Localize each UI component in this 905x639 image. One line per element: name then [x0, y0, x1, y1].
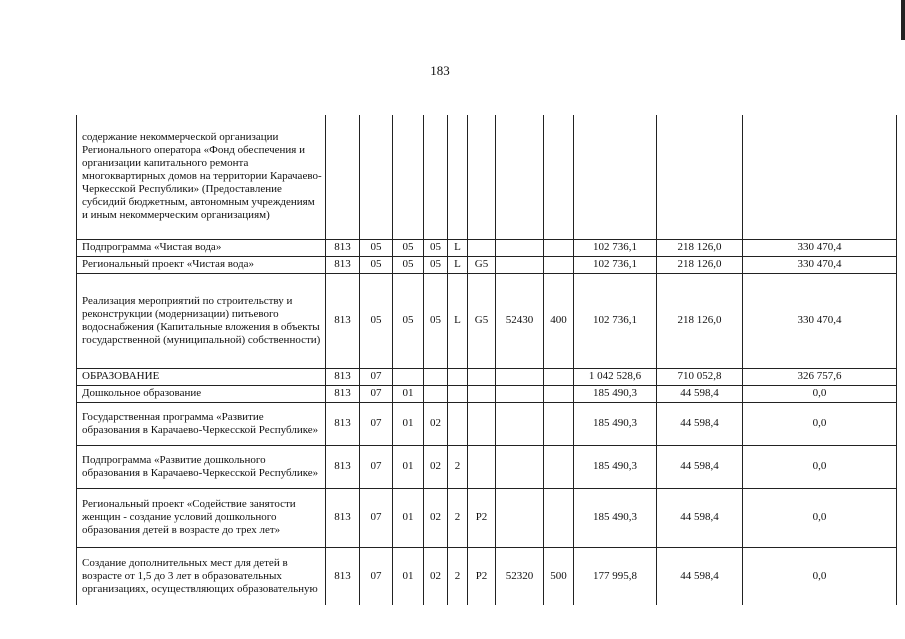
cell-subprogram: L	[448, 239, 468, 256]
cell-program: 02	[424, 488, 448, 547]
cell-subprogram	[448, 115, 468, 239]
cell-ministry: 813	[326, 273, 360, 368]
cell-program: 02	[424, 402, 448, 445]
cell-expense-type	[544, 256, 574, 273]
cell-subsection: 01	[393, 385, 424, 402]
cell-amount-2021: 102 736,1	[574, 256, 657, 273]
cell-name: Подпрограмма «Чистая вода»	[77, 239, 326, 256]
cell-name: Подпрограмма «Развитие дошкольного образования в Карачаево-Черкесской Республике»	[77, 445, 326, 488]
cell-section: 05	[360, 239, 393, 256]
cell-name: содержание некоммерческой организации Регионального оператора «Фонд обеспечения и организации капитального ремонта многоквартирных домов на территории Карачаево-Черкесской Республики» (Предоставление субсидий бюджетным, автономным учреждениям и иным некоммерческим организациям)	[77, 115, 326, 239]
cell-program	[424, 385, 448, 402]
table-row	[77, 488, 897, 547]
cell-amount-2023	[743, 115, 897, 239]
cell-name: Дошкольное образование	[77, 385, 326, 402]
cell-ministry: 813	[326, 488, 360, 547]
table-row	[77, 385, 897, 402]
cell-amount-2022: 218 126,0	[657, 256, 743, 273]
table-row	[77, 115, 897, 239]
cell-name: Создание дополнительных мест для детей в возрасте от 1,5 до 3 лет в образовательных организациях, осуществляющих образовательную	[77, 547, 326, 605]
cell-project: P2	[468, 547, 496, 605]
cell-ministry	[326, 115, 360, 239]
cell-project: P2	[468, 488, 496, 547]
cell-subsection: 05	[393, 239, 424, 256]
cell-amount-2023: 0,0	[743, 385, 897, 402]
cell-project	[468, 385, 496, 402]
cell-name: Реализация мероприятий по строительству и реконструкции (модернизации) питьевого водоснабжения (Капитальные вложения в объекты государственной (муниципальной) собственности)	[77, 273, 326, 368]
cell-subsection: 01	[393, 547, 424, 605]
cell-amount-2021: 185 490,3	[574, 445, 657, 488]
cell-direction: 52320	[496, 547, 544, 605]
cell-amount-2022: 218 126,0	[657, 273, 743, 368]
cell-amount-2023: 330 470,4	[743, 239, 897, 256]
cell-subprogram: 2	[448, 488, 468, 547]
cell-ministry: 813	[326, 445, 360, 488]
cell-direction	[496, 488, 544, 547]
cell-subprogram	[448, 385, 468, 402]
cell-expense-type	[544, 115, 574, 239]
cell-ministry: 813	[326, 385, 360, 402]
cell-section: 07	[360, 402, 393, 445]
cell-subsection: 05	[393, 256, 424, 273]
table-row	[77, 239, 897, 256]
cell-program: 02	[424, 547, 448, 605]
cell-amount-2023: 0,0	[743, 547, 897, 605]
cell-name: Государственная программа «Развитие образования в Карачаево-Черкесской Республике»	[77, 402, 326, 445]
cell-subprogram	[448, 368, 468, 385]
cell-direction	[496, 256, 544, 273]
page-edge-mark	[901, 0, 905, 40]
cell-expense-type: 500	[544, 547, 574, 605]
cell-subprogram: L	[448, 273, 468, 368]
cell-amount-2021: 185 490,3	[574, 402, 657, 445]
cell-subsection: 05	[393, 273, 424, 368]
cell-program: 05	[424, 256, 448, 273]
cell-expense-type	[544, 368, 574, 385]
cell-amount-2023: 330 470,4	[743, 256, 897, 273]
table-row	[77, 256, 897, 273]
cell-section: 05	[360, 256, 393, 273]
cell-amount-2023: 326 757,6	[743, 368, 897, 385]
cell-direction	[496, 385, 544, 402]
cell-project: G5	[468, 256, 496, 273]
table-row	[77, 368, 897, 385]
cell-amount-2022: 44 598,4	[657, 445, 743, 488]
cell-program: 05	[424, 273, 448, 368]
cell-subsection: 01	[393, 445, 424, 488]
cell-amount-2021: 185 490,3	[574, 488, 657, 547]
cell-amount-2023: 330 470,4	[743, 273, 897, 368]
cell-section: 07	[360, 488, 393, 547]
cell-subsection	[393, 368, 424, 385]
cell-amount-2021: 185 490,3	[574, 385, 657, 402]
cell-amount-2021: 102 736,1	[574, 239, 657, 256]
cell-ministry: 813	[326, 239, 360, 256]
cell-expense-type	[544, 488, 574, 547]
cell-program	[424, 368, 448, 385]
cell-amount-2022: 710 052,8	[657, 368, 743, 385]
cell-amount-2021: 177 995,8	[574, 547, 657, 605]
cell-expense-type	[544, 239, 574, 256]
cell-expense-type: 400	[544, 273, 574, 368]
cell-program: 05	[424, 239, 448, 256]
budget-table-body	[77, 115, 897, 605]
table-row	[77, 402, 897, 445]
cell-program	[424, 115, 448, 239]
cell-direction	[496, 239, 544, 256]
cell-section: 05	[360, 273, 393, 368]
cell-name: ОБРАЗОВАНИЕ	[77, 368, 326, 385]
cell-amount-2023: 0,0	[743, 488, 897, 547]
cell-subprogram: 2	[448, 547, 468, 605]
cell-amount-2021: 102 736,1	[574, 273, 657, 368]
cell-amount-2022: 218 126,0	[657, 239, 743, 256]
table-row	[77, 273, 897, 368]
cell-ministry: 813	[326, 368, 360, 385]
cell-amount-2023: 0,0	[743, 402, 897, 445]
cell-direction: 52430	[496, 273, 544, 368]
cell-project	[468, 445, 496, 488]
cell-section	[360, 115, 393, 239]
cell-direction	[496, 402, 544, 445]
cell-amount-2022: 44 598,4	[657, 488, 743, 547]
cell-subsection	[393, 115, 424, 239]
cell-subprogram	[448, 402, 468, 445]
table-row	[77, 445, 897, 488]
cell-amount-2022: 44 598,4	[657, 385, 743, 402]
cell-section: 07	[360, 385, 393, 402]
cell-program: 02	[424, 445, 448, 488]
cell-subprogram: L	[448, 256, 468, 273]
cell-section: 07	[360, 547, 393, 605]
cell-project: G5	[468, 273, 496, 368]
cell-project	[468, 115, 496, 239]
cell-subprogram: 2	[448, 445, 468, 488]
cell-section: 07	[360, 368, 393, 385]
cell-amount-2023: 0,0	[743, 445, 897, 488]
cell-project	[468, 239, 496, 256]
cell-expense-type	[544, 445, 574, 488]
cell-expense-type	[544, 385, 574, 402]
cell-expense-type	[544, 402, 574, 445]
cell-amount-2022	[657, 115, 743, 239]
cell-direction	[496, 445, 544, 488]
cell-amount-2022: 44 598,4	[657, 402, 743, 445]
cell-project	[468, 402, 496, 445]
cell-direction	[496, 368, 544, 385]
cell-subsection: 01	[393, 488, 424, 547]
budget-table	[76, 115, 897, 605]
cell-subsection: 01	[393, 402, 424, 445]
cell-direction	[496, 115, 544, 239]
cell-name: Региональный проект «Содействие занятости женщин - создание условий дошкольного образования детей в возрасте до трех лет»	[77, 488, 326, 547]
cell-ministry: 813	[326, 547, 360, 605]
cell-section: 07	[360, 445, 393, 488]
cell-amount-2022: 44 598,4	[657, 547, 743, 605]
cell-ministry: 813	[326, 256, 360, 273]
cell-amount-2021	[574, 115, 657, 239]
cell-amount-2021: 1 042 528,6	[574, 368, 657, 385]
cell-name: Региональный проект «Чистая вода»	[77, 256, 326, 273]
cell-ministry: 813	[326, 402, 360, 445]
table-row	[77, 547, 897, 605]
cell-project	[468, 368, 496, 385]
page-number: 183	[430, 63, 450, 78]
